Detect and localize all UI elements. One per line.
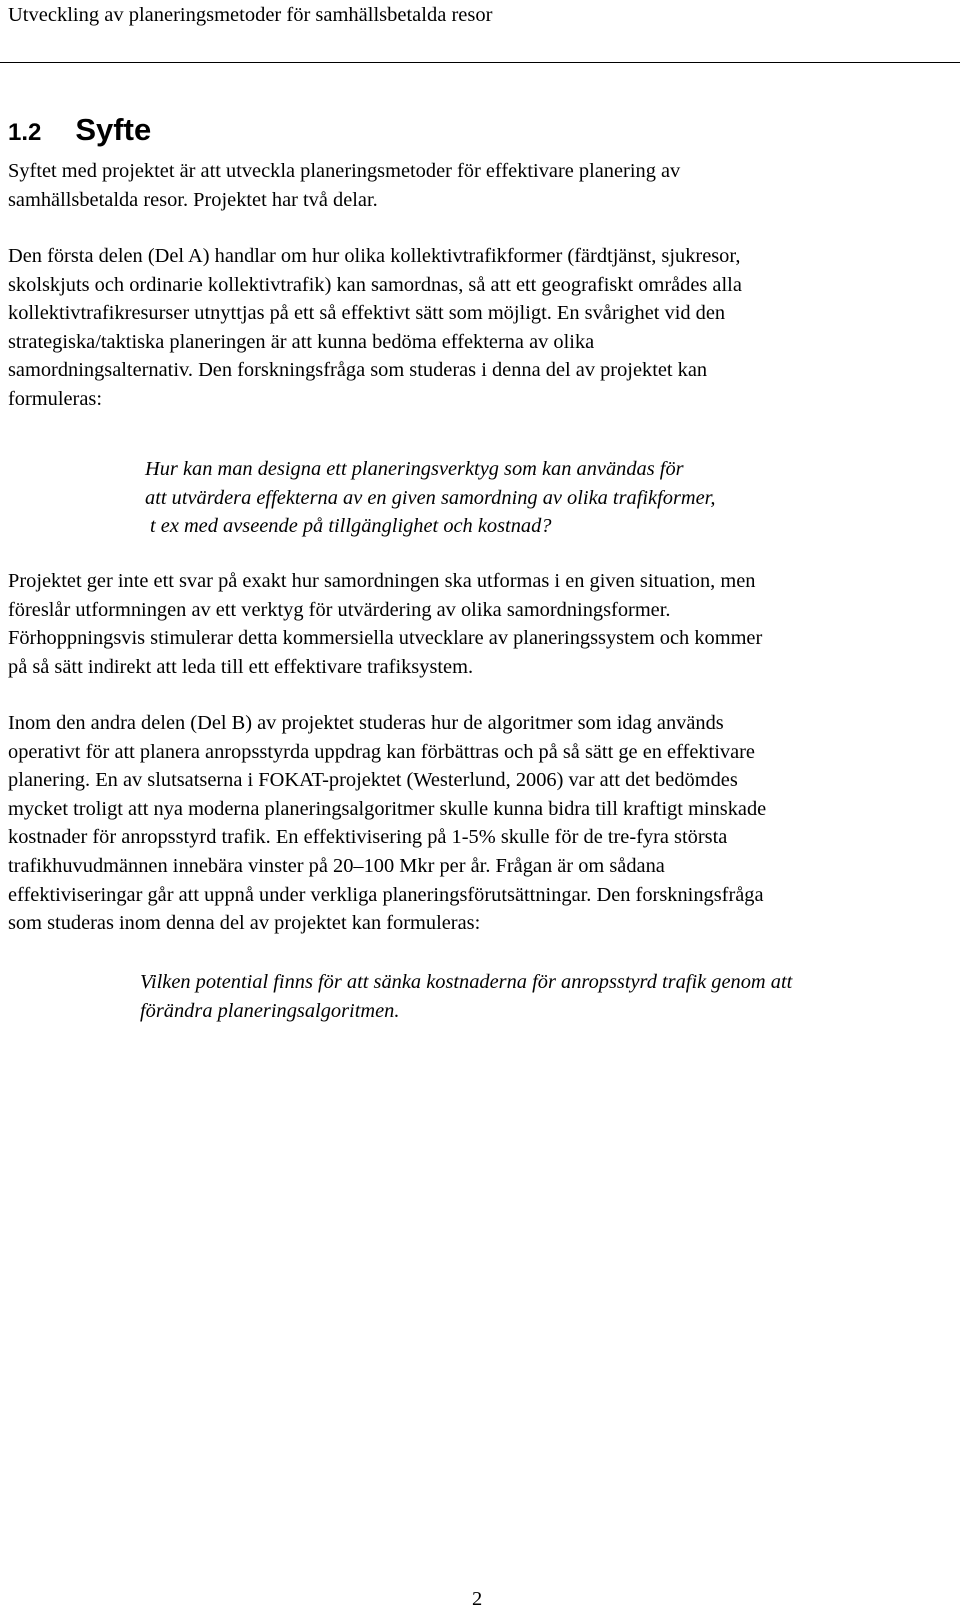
- header-rule: [0, 62, 960, 63]
- purpose-paragraph: [8, 157, 958, 214]
- page-number: 2: [472, 1588, 483, 1610]
- section-title: Syfte: [75, 112, 152, 147]
- text-line: trafikhuvudmännen innebära vinster på 20–100 Mkr per år. Frågan är om sådana: [8, 854, 665, 877]
- text-line: Syftet med projektet är att utveckla planeringsmetoder för effektivare planering av: [8, 160, 681, 182]
- text-line: som studeras inom denna del av projektet kan formuleras:: [8, 912, 481, 935]
- text-line: Inom den andra delen (Del B) av projektet studeras hur de algoritmer som idag används: [8, 712, 724, 734]
- text-line: samordningsalternativ. Den forskningsfråga som studeras i denna del av projektet kan: [8, 359, 708, 382]
- text-line: operativt för att planera anropsstyrda uppdrag kan förbättras och på så sätt ge en effektivare: [8, 740, 755, 763]
- research-question-a: [145, 455, 955, 541]
- text-line: Den första delen (Del A) handlar om hur olika kollektivtrafikformer (färdtjänst, sjukresor,: [8, 245, 741, 267]
- text-line: mycket troligt att nya moderna planeringsalgoritmer skulle kunna bidra till kraftigt minskade: [8, 797, 767, 820]
- text-line: skolskjuts och ordinarie kollektivtrafik) kan samordnas, så att ett geografiskt områdes alla: [8, 273, 742, 296]
- text-line: kollektivtrafikresurser utnyttjas på ett så effektivt sätt som möjligt. En svårighet vid den: [8, 302, 726, 325]
- text-line: föreslår utformningen av ett verktyg för utvärdering av olika samordningsformer.: [8, 598, 671, 621]
- answer-paragraph: [8, 567, 958, 681]
- text-line: t ex med avseende på tillgänglighet och kostnad?: [150, 515, 552, 538]
- text-line: Förhoppningsvis stimulerar detta kommersiella utvecklare av planeringssystem och kommer: [8, 627, 763, 650]
- section-heading: [8, 110, 151, 153]
- text-line: förändra planeringsalgoritmen.: [140, 999, 400, 1022]
- text-line: kostnader för anropsstyrd trafik. En effektivisering på 1-5% skulle för de tre-fyra största: [8, 826, 728, 849]
- text-line: på så sätt indirekt att leda till ett effektivare trafiksystem.: [8, 655, 474, 678]
- text-line: planering. En av slutsatserna i FOKAT-projektet (Westerlund, 2006) var att det bedömdes: [8, 769, 738, 792]
- text-line: att utvärdera effekterna av en given samordning av olika trafikformer,: [145, 486, 716, 509]
- running-header: Utveckling av planeringsmetoder för samhällsbetalda resor: [8, 4, 493, 26]
- section-number: 1.2: [8, 119, 42, 146]
- research-question-b: [140, 968, 950, 1025]
- text-line: formuleras:: [8, 387, 102, 410]
- text-line: samhällsbetalda resor. Projektet har två delar.: [8, 188, 378, 211]
- del-a-paragraph: [8, 242, 958, 414]
- text-line: Projektet ger inte ett svar på exakt hur samordningen ska utformas i en given situation, men: [8, 570, 756, 592]
- text-line: Vilken potential finns för att sänka kostnaderna för anropsstyrd trafik genom att: [140, 971, 793, 993]
- text-line: effektiviseringar går att uppnå under verkliga planeringsförutsättningar. Den forskningsfråga: [8, 883, 764, 906]
- text-line: strategiska/taktiska planeringen är att kunna bedöma effekterna av olika: [8, 330, 595, 353]
- text-line: Hur kan man designa ett planeringsverktyg som kan användas för: [145, 458, 684, 480]
- del-b-paragraph: [8, 709, 958, 938]
